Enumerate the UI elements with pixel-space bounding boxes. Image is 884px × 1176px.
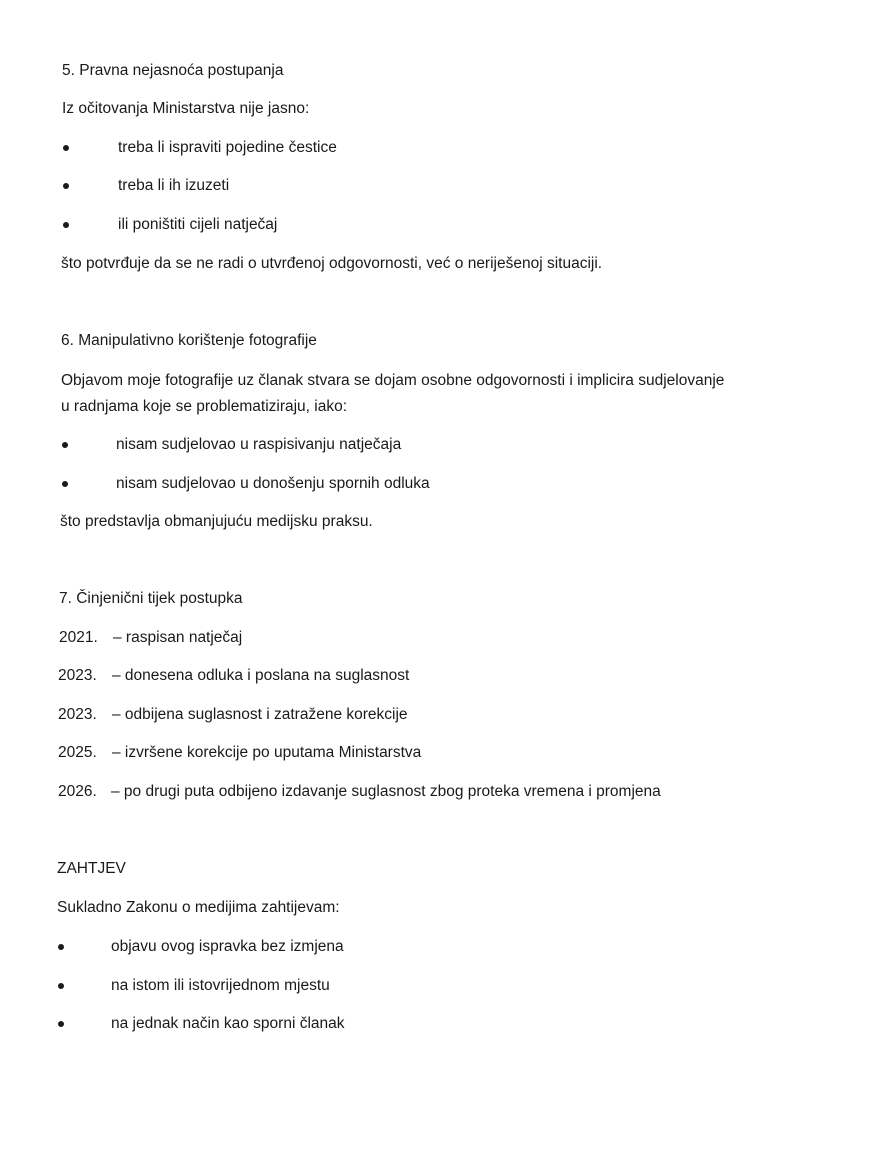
request-heading: ZAHTJEV: [57, 860, 126, 877]
request-intro: Sukladno Zakonu o medijima zahtijevam:: [57, 899, 340, 916]
section-6-conclusion: što predstavlja obmanjujuću medijsku praksu.: [60, 513, 373, 530]
timeline-event: – izvršene korekcije po uputama Ministarstva: [112, 744, 422, 761]
section-5-bullet-3: ili poništiti cijeli natječaj: [118, 216, 278, 233]
timeline-event: – raspisan natječaj: [113, 629, 243, 646]
timeline-event: – odbijena suglasnost i zatražene korekcije: [112, 706, 408, 723]
timeline-event: – donesena odluka i poslana na suglasnost: [112, 667, 410, 684]
timeline-year: 2023.: [58, 706, 97, 723]
section-6-bullet-1: nisam sudjelovao u raspisivanju natječaja: [116, 436, 402, 453]
request-bullet-1: objavu ovog ispravka bez izmjena: [111, 938, 344, 955]
section-5-heading: 5. Pravna nejasnoća postupanja: [62, 62, 284, 79]
section-7-heading: 7. Činjenični tijek postupka: [59, 590, 243, 607]
bullet-icon: [63, 145, 69, 151]
section-5-conclusion: što potvrđuje da se ne radi o utvrđenoj odgovornosti, već o neriješenoj situaciji.: [61, 255, 603, 272]
bullet-icon: [63, 222, 69, 228]
timeline-year: 2025.: [58, 744, 97, 761]
request-bullet-3: na jednak način kao sporni članak: [111, 1015, 345, 1032]
section-5-bullet-2: treba li ih izuzeti: [118, 177, 230, 194]
section-6-bullet-2: nisam sudjelovao u donošenju spornih odluka: [116, 475, 430, 492]
bullet-icon: [58, 983, 64, 989]
timeline-year: 2026.: [58, 783, 97, 800]
bullet-icon: [58, 944, 64, 950]
section-6-heading: 6. Manipulativno korištenje fotografije: [61, 332, 317, 349]
section-5-intro: Iz očitovanja Ministarstva nije jasno:: [62, 100, 310, 117]
bullet-icon: [63, 183, 69, 189]
timeline-event: – po drugi puta odbijeno izdavanje suglasnost zbog proteka vremena i promjena: [111, 783, 661, 800]
timeline-year: 2023.: [58, 667, 97, 684]
timeline-year: 2021.: [59, 629, 98, 646]
section-6-intro-line-1: Objavom moje fotografije uz članak stvara se dojam osobne odgovornosti i implicira sudjelovanje: [61, 372, 725, 389]
section-6-intro-line-2: u radnjama koje se problematiziraju, iako:: [61, 398, 348, 415]
bullet-icon: [62, 481, 68, 487]
request-bullet-2: na istom ili istovrijednom mjestu: [111, 977, 330, 994]
bullet-icon: [62, 442, 68, 448]
bullet-icon: [58, 1021, 64, 1027]
section-5-bullet-1: treba li ispraviti pojedine čestice: [118, 139, 337, 156]
